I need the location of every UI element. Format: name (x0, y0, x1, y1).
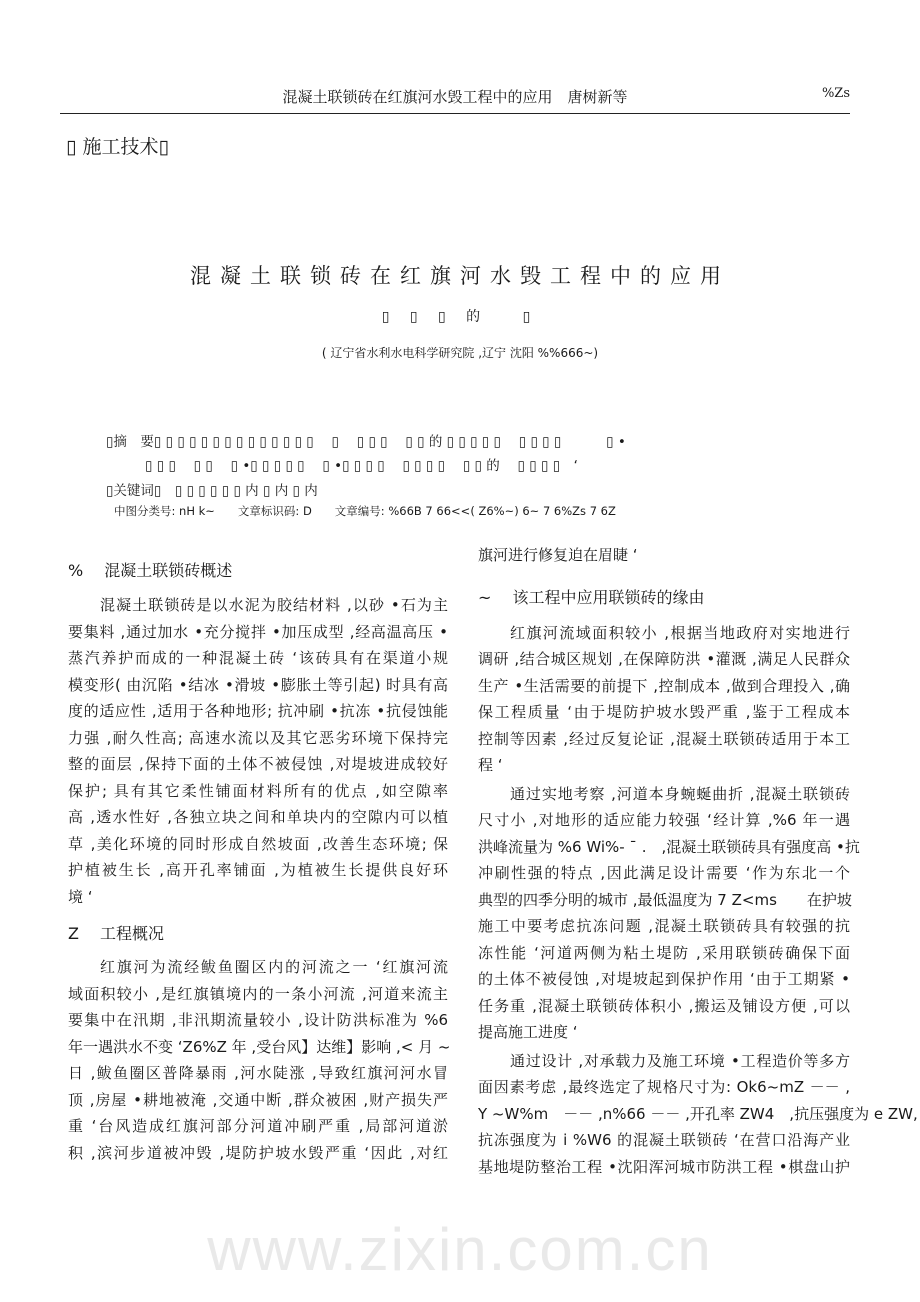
paragraph-line: 整的面层 ,保持下面的土体不被侵蚀 ,对堤坡进成较好 (68, 755, 448, 773)
paragraph-line: 度的适应性 ,适用于各种地形; 抗冲刷 •抗冻 •抗侵蚀能 (68, 702, 448, 720)
paragraph-line: 混凝土联锁砖是以水泥为胶结材料 ,以砂 •石为主 (100, 596, 448, 614)
paragraph-line: 年一遇洪水不变 ‘Z6%Z 年 ,受台风】达维】影响 ,< 月 ~ (68, 1037, 451, 1056)
paragraph-line: 典型的四季分明的城市 ,最低温度为 7 Z<ms 在护坡 (478, 890, 852, 909)
paragraph-line: 红旗河流域面积较小 ,根据当地政府对实地进行 (510, 623, 850, 642)
section-heading-2: Z 工程概况 (68, 924, 165, 943)
paragraph (478, 620, 850, 779)
paragraph-line: Y ~W%m －－ ,n%66 －－ ,开孔率 ZW4 ,抗压强度为 e ZW, (478, 1104, 918, 1123)
paragraph-line: 的土体不被侵蚀 ,对堤坡起到保护作用 ‘由于工期紧 • (478, 970, 850, 988)
paragraph-line: 冻性能 ‘河道两侧为粘土堤防 ,采用联锁砖确保下面 (478, 943, 850, 962)
paragraph-line: 日 ,鲅鱼圈区普降暴雨 ,河水陡涨 ,导致红旗河河水冒 (68, 1064, 448, 1082)
running-title: 混凝土联锁砖在红旗河水毁工程中的应用 唐树新等 (282, 88, 628, 106)
paragraph (478, 781, 860, 1046)
paragraph-line: 冲刷性强的特点 ,因此满足设计需要 ‘作为东北一个 (478, 864, 850, 882)
paragraph-line: 旗河进行修复迫在眉睫 ‘ (478, 546, 638, 564)
paragraph-line: 任务重 ,混凝土联锁砖体积小 ,搬运及铺设方便 ,可以 (478, 996, 850, 1015)
paragraph-line: 抗冻强度为 i %W6 的混凝土联锁砖 ‘在营口沿海产业 (478, 1131, 850, 1149)
abstract-line: ▯ ▯ ▯ ▯ ▯ ▯ •▯ ▯ ▯ ▯ ▯ ▯ •▯ ▯ ▯ ▯ ▯ ▯ ▯ ▯ ▯ ▯ 的 ▯ ▯ ▯ ▯ ‘ (145, 458, 578, 474)
paragraph-line: 要集中在汛期 ,非汛期流量较小 ,设计防洪标准为 %6 (68, 1011, 448, 1029)
paragraph-line: 域面积较小 ,是红旗镇境内的一条小河流 ,河道来流主 (68, 984, 448, 1003)
paragraph-line: 护植被生长 ,高开孔率铺面 ,为植被生长提供良好环 (68, 861, 448, 879)
page-number: %Zs (821, 86, 850, 101)
right-column (478, 542, 918, 1180)
affiliation: ( 辽宁省水利水电科学研究院 ,辽宁 沈阳 %%666~) (321, 346, 599, 360)
classification-info: 中图分类号: nH k~ 文章标识码: D 文章编号: %66B 7 66<<( Z6%~) 6~ 7 6%Zs 7 6Z (114, 504, 616, 518)
header-rule (60, 113, 850, 114)
paragraph-line: 模变形( 由沉陷 •结冰 •滑坡 •膨胀土等引起) 时具有高 (68, 675, 448, 694)
paragraph-line: 草 ,美化环境的同时形成自然坡面 ,改善生态环境; 保 (68, 834, 448, 853)
left-column (68, 558, 451, 1166)
paragraph-line: 重 ‘台风造成红旗河部分河道冲刷严重 ,局部河道淤 (68, 1117, 448, 1135)
paragraph-line: 程 ‘ (478, 756, 503, 774)
paragraph-line: 保工程质量 ‘由于堤防护坡水毁严重 ,鉴于工程成本 (478, 703, 850, 721)
paragraph-line: 蒸汽养护而成的一种混凝土砖 ‘该砖具有在渠道小规 (68, 649, 448, 667)
watermark: www.zixin.com.cn (207, 1216, 713, 1283)
paragraph-line: 要集料 ,通过加水 •充分搅拌 •加压成型 ,经高温高压 • (68, 622, 448, 641)
paragraph-line: 基地堤防整治工程 •沈阳浑河城市防洪工程 •棋盘山护 (478, 1157, 850, 1176)
paragraph (68, 592, 448, 910)
abstract-line: ▯摘 要▯ ▯ ▯ ▯ ▯ ▯ ▯ ▯ ▯ ▯ ▯ ▯ ▯ ▯ ▯ ▯ ▯ ▯ ▯ ▯ 的 ▯ ▯ ▯ ▯ ▯ ▯ ▯ ▯ ▯ ▯ • (106, 434, 626, 450)
paragraph-line: 积 ,滨河步道被冲毁 ,堤防护坡水毁严重 ‘因此 ,对红 (68, 1143, 448, 1162)
authors: ▯ ▯ ▯ 的 ▯ (381, 309, 539, 325)
paragraph (478, 1048, 918, 1181)
paragraph-line: 生产 •生活需要的前提下 ,控制成本 ,做到合理投入 ,确 (478, 676, 850, 695)
paragraph-line: 力强 ,耐久性高; 高速水流以及其它恶劣环境下保持完 (68, 728, 448, 747)
paragraph-line: 通过设计 ,对承载力及施工环境 •工程造价等多方 (510, 1051, 850, 1070)
paragraph-line: 保护; 具有其它柔性铺面材料所有的优点 ,如空隙率 (68, 781, 448, 800)
paragraph-line: 顶 ,房屋 •耕地被淹 ,交通中断 ,群众被困 ,财产损失严 (68, 1090, 448, 1109)
paragraph-line: 调研 ,结合城区规划 ,在保障防洪 •灌溉 ,满足人民群众 (478, 650, 850, 668)
section-heading-3: ~ 该工程中应用联锁砖的缘由 (478, 587, 705, 607)
paragraph-line: 通过实地考察 ,河道本身蜿蜒曲折 ,混凝土联锁砖 (510, 784, 850, 803)
paragraph-line: 尺寸小 ,对地形的适应能力较强 ‘经计算 ,%6 年一遇 (478, 811, 850, 829)
paragraph-line: 提高施工进度 ‘ (478, 1023, 578, 1041)
keywords: ▯关键词▯ ▯ ▯ ▯ ▯ ▯ ▯ 内 ▯ 内 ▯ 内 (106, 483, 318, 499)
running-header (60, 86, 850, 110)
paragraph-line: 高 ,透水性好 ,各独立块之间和单块内的空隙内可以植 (68, 808, 448, 826)
paragraph-line: 施工中要考虑抗冻问题 ,混凝土联锁砖具有较强的抗 (478, 917, 850, 935)
section-heading-1: % 混凝土联锁砖概述 (68, 561, 233, 580)
paragraph-line: 面因素考虑 ,最终选定了规格尺寸为: Ok6~mZ －－ , (478, 1078, 850, 1096)
paragraph-line: 控制等因素 ,经过反复论证 ,混凝土联锁砖适用于本工 (478, 729, 850, 748)
section-tag: ▯ 施工技术▯ (66, 136, 169, 158)
paper-title: 混凝土联锁砖在红旗河水毁工程中的应用 (190, 264, 730, 288)
paragraph-line: 红旗河为流经鲅鱼圈区内的河流之一 ‘红旗河流 (100, 958, 448, 976)
paragraph (68, 954, 451, 1166)
paragraph-line: 洪峰流量为 %6 Wi%- ˉ . ,混凝土联锁砖具有强度高 •抗 (478, 837, 860, 856)
paragraph-line: 境 ‘ (68, 887, 93, 906)
